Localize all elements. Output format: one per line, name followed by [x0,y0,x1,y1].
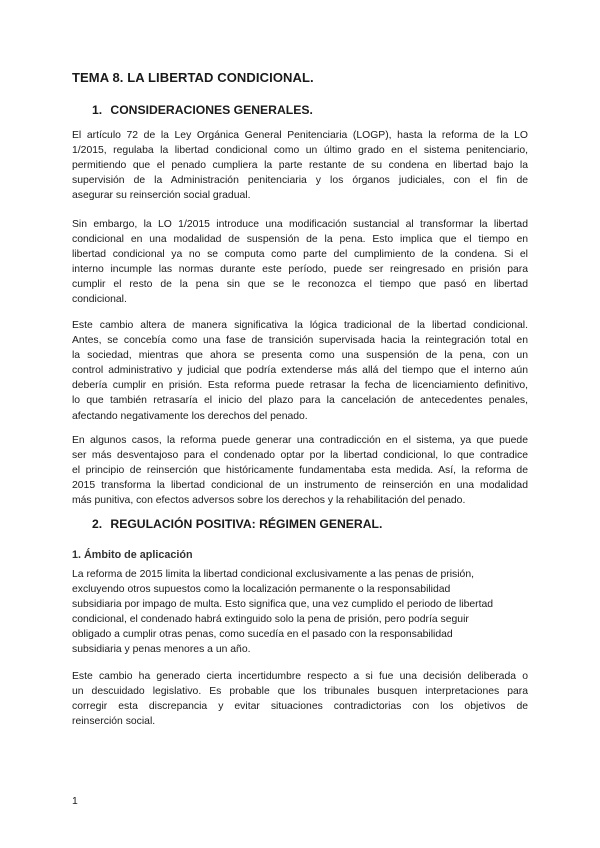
paragraph [72,567,528,658]
section-title: REGULACIÓN POSITIVA: RÉGIMEN GENERAL. [110,517,383,531]
text-line: corregir esta discrepancia y evitar situaciones contradictorias con los objetivos de [72,701,528,713]
text-line: libertad condicional ya no se computa como parte del cumplimiento de la condena. Si el [72,249,528,261]
text-line: Antes, se concebía como una fase de transición supervisada hacia la reintegración total en [72,335,528,347]
text-line: el principio de reinserción que históricamente fundamentaba esta medida. Así, la reforma de [72,465,528,477]
text-line: excluyendo otros supuestos como la localización permanente o la responsabilidad [72,584,451,596]
text-line: obligado a cumplir otras penas, como sucedía en el pasado con la responsabilidad [72,629,453,641]
text-line: La reforma de 2015 limita la libertad condicional exclusivamente a las penas de prisión, [72,569,474,580]
section-heading-2 [92,517,382,531]
section-number: 2. [92,517,103,531]
text-line: subsidiaria y penas menores a un año. [72,644,251,656]
document-title: TEMA 8. LA LIBERTAD CONDICIONAL. [72,70,314,85]
text-line: supervisión de la Administración penitenciaria y los órganos judiciales, con el fin de [72,175,528,187]
text-line: subsidiaria por impago de multa. Esto significa que, una vez cumplido el periodo de libertad [72,599,494,611]
text-line: interno incumple las normas durante este período, puede ser reingresado en prisión para [72,264,528,276]
section-number: 1. [92,103,103,117]
text-line: asegurar su reinserción social gradual. [72,190,251,202]
text-line: ser más desventajoso para el condenado optar por la libertad condicional, lo que contradice [72,450,528,462]
section-heading-1 [92,103,313,117]
page-number: 1 [72,796,78,807]
text-line: más punitiva, con efectos adversos sobre los derechos y la rehabilitación del penado. [72,495,466,507]
text-line: Sin embargo, la LO 1/2015 introduce una modificación sustancial al transformar la libertad [72,219,528,230]
text-line: 2015 transforma la libertad condicional de un instrumento de reinserción en una modalidad [72,480,528,492]
section-title: CONSIDERACIONES GENERALES. [110,103,313,117]
text-line: cumplir el resto de la pena sin que se le reconozca el tiempo que pasó en libertad [72,279,528,291]
paragraph [72,217,528,308]
text-line: En algunos casos, la reforma puede generar una contradicción en el sistema, ya que puede [72,435,528,446]
text-line: control administrativo y judicial que podría extenderse más allá del tiempo que el interno aún [72,365,528,377]
text-line: lo que también retrasaría el inicio del plazo para la cancelación de antecedentes penales, [72,395,528,407]
text-line: permitiendo que el penado cumpliera la parte restante de su condena en libertad bajo la [72,160,528,172]
text-line: reinserción social. [72,716,156,728]
text-line: Este cambio altera de manera significativa la lógica tradicional de la libertad condicional. [72,320,528,331]
paragraph [72,318,528,424]
text-line: la sociedad, mientras que ahora se presenta como una suspensión de la pena, con un [72,350,528,362]
subsection-heading: 1. Ámbito de aplicación [72,549,193,561]
text-line: debería cumplir en prisión. Esta reforma puede retrasar la fecha de licenciamiento definitivo, [72,380,528,392]
text-line: condicional en una modalidad de suspensión de la pena. Esto implica que el tiempo en [72,234,528,246]
text-line: un descuidado legislativo. Es probable que los tribunales busquen interpretaciones para [72,686,528,698]
text-line: condicional, el condenado habrá extinguido solo la pena de prisión, pero podría seguir [72,614,469,626]
text-line: afectando negativamente los derechos del penado. [72,410,308,422]
paragraph [72,433,528,508]
text-line: condicional. [72,294,127,306]
paragraph [72,128,528,203]
text-line: Este cambio ha generado cierta incertidumbre respecto a si fue una decisión deliberada o [72,671,528,682]
paragraph [72,669,528,729]
text-line: El artículo 72 de la Ley Orgánica General Penitenciaria (LOGP), hasta la reforma de la LO [72,130,528,141]
text-line: 1/2015, regulaba la libertad condicional como un último grado en el sistema penitenciario, [72,145,528,157]
